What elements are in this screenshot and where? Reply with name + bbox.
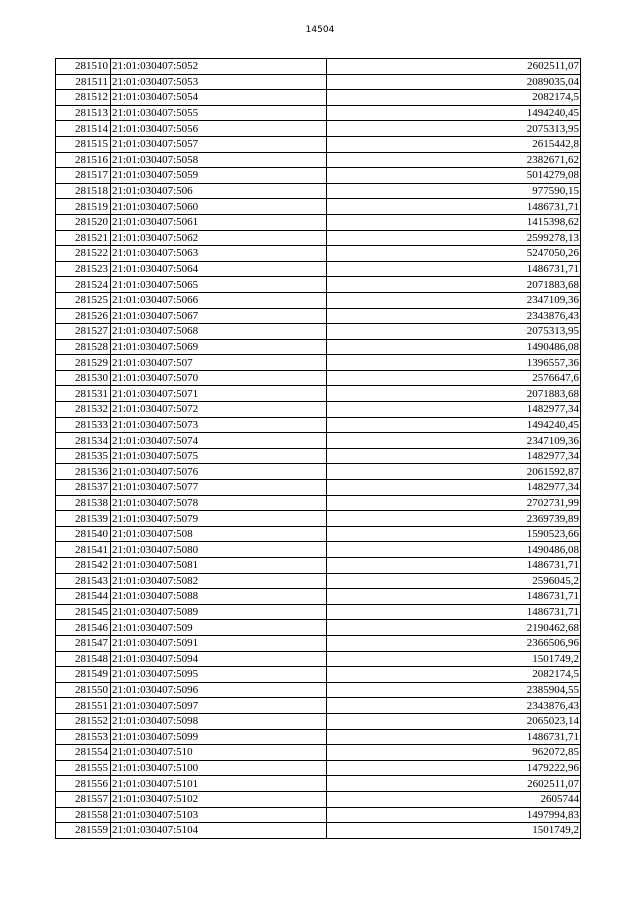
row-number-cell: 281542 [56, 558, 111, 574]
cadastral-value-cell: 1494240,45 [327, 105, 581, 121]
cadastral-number-cell: 21:01:030407:5067 [111, 308, 327, 324]
cadastral-number-cell: 21:01:030407:5081 [111, 558, 327, 574]
row-number-cell: 281555 [56, 760, 111, 776]
cadastral-number-cell: 21:01:030407:5054 [111, 90, 327, 106]
row-number-cell: 281524 [56, 277, 111, 293]
row-number-cell: 281531 [56, 386, 111, 402]
table-row [56, 386, 581, 402]
cadastral-number-cell: 21:01:030407:5099 [111, 729, 327, 745]
table-row [56, 542, 581, 558]
row-number-cell: 281539 [56, 511, 111, 527]
table-row [56, 651, 581, 667]
cadastral-value-cell: 1482977,34 [327, 402, 581, 418]
table-row [56, 480, 581, 496]
cadastral-value-cell: 2385904,55 [327, 682, 581, 698]
row-number-cell: 281544 [56, 589, 111, 605]
cadastral-value-cell: 1497994,83 [327, 807, 581, 823]
cadastral-number-cell: 21:01:030407:5066 [111, 292, 327, 308]
cadastral-number-cell: 21:01:030407:5068 [111, 324, 327, 340]
table-row [56, 807, 581, 823]
row-number-cell: 281522 [56, 246, 111, 262]
table-row [56, 324, 581, 340]
cadastral-number-cell: 21:01:030407:508 [111, 526, 327, 542]
row-number-cell: 281538 [56, 495, 111, 511]
cadastral-number-cell: 21:01:030407:5061 [111, 214, 327, 230]
row-number-cell: 281546 [56, 620, 111, 636]
cadastral-number-cell: 21:01:030407:5056 [111, 121, 327, 137]
cadastral-value-cell: 2615442,8 [327, 136, 581, 152]
table-row [56, 59, 581, 75]
table-row [56, 526, 581, 542]
table-row [56, 558, 581, 574]
table-row [56, 620, 581, 636]
cadastral-value-cell: 2065023,14 [327, 713, 581, 729]
table-row [56, 823, 581, 839]
row-number-cell: 281528 [56, 339, 111, 355]
row-number-cell: 281519 [56, 199, 111, 215]
cadastral-value-cell: 1490486,08 [327, 339, 581, 355]
cadastral-value-cell: 2605744 [327, 791, 581, 807]
row-number-cell: 281515 [56, 136, 111, 152]
cadastral-value-cell: 2075313,95 [327, 324, 581, 340]
cadastral-value-cell: 2599278,13 [327, 230, 581, 246]
cadastral-value-cell: 2061592,87 [327, 464, 581, 480]
cadastral-value-cell: 2366506,96 [327, 635, 581, 651]
row-number-cell: 281547 [56, 635, 111, 651]
cadastral-number-cell: 21:01:030407:5055 [111, 105, 327, 121]
table-row [56, 136, 581, 152]
table-row [56, 261, 581, 277]
cadastral-number-cell: 21:01:030407:5073 [111, 417, 327, 433]
table-row [56, 776, 581, 792]
table-row [56, 355, 581, 371]
row-number-cell: 281517 [56, 168, 111, 184]
row-number-cell: 281553 [56, 729, 111, 745]
cadastral-value-cell: 2343876,43 [327, 698, 581, 714]
table-row [56, 729, 581, 745]
cadastral-value-cell: 1494240,45 [327, 417, 581, 433]
table-row [56, 433, 581, 449]
cadastral-value-cell: 2596045,2 [327, 573, 581, 589]
table-row [56, 214, 581, 230]
cadastral-value-cell: 2089035,04 [327, 74, 581, 90]
cadastral-value-cell: 2071883,68 [327, 277, 581, 293]
cadastral-value-cell: 5247050,26 [327, 246, 581, 262]
table-row [56, 745, 581, 761]
row-number-cell: 281523 [56, 261, 111, 277]
cadastral-number-cell: 21:01:030407:509 [111, 620, 327, 636]
cadastral-value-table [55, 58, 581, 839]
table-row [56, 370, 581, 386]
row-number-cell: 281511 [56, 74, 111, 90]
cadastral-number-cell: 21:01:030407:5100 [111, 760, 327, 776]
row-number-cell: 281518 [56, 183, 111, 199]
cadastral-number-cell: 21:01:030407:5062 [111, 230, 327, 246]
table-row [56, 791, 581, 807]
cadastral-number-cell: 21:01:030407:5095 [111, 667, 327, 683]
table-row [56, 495, 581, 511]
table-row [56, 230, 581, 246]
table-row [56, 74, 581, 90]
cadastral-number-cell: 21:01:030407:5094 [111, 651, 327, 667]
row-number-cell: 281537 [56, 480, 111, 496]
cadastral-number-cell: 21:01:030407:5080 [111, 542, 327, 558]
row-number-cell: 281559 [56, 823, 111, 839]
table-row [56, 760, 581, 776]
cadastral-value-cell: 1482977,34 [327, 448, 581, 464]
cadastral-value-cell: 2576647,6 [327, 370, 581, 386]
cadastral-value-cell: 1501749,2 [327, 823, 581, 839]
cadastral-number-cell: 21:01:030407:5096 [111, 682, 327, 698]
row-number-cell: 281540 [56, 526, 111, 542]
row-number-cell: 281527 [56, 324, 111, 340]
row-number-cell: 281525 [56, 292, 111, 308]
row-number-cell: 281513 [56, 105, 111, 121]
cadastral-number-cell: 21:01:030407:5074 [111, 433, 327, 449]
cadastral-value-cell: 1479222,96 [327, 760, 581, 776]
cadastral-number-cell: 21:01:030407:5060 [111, 199, 327, 215]
table-row [56, 168, 581, 184]
cadastral-number-cell: 21:01:030407:5089 [111, 604, 327, 620]
table-row [56, 246, 581, 262]
row-number-cell: 281526 [56, 308, 111, 324]
page-number: 14504 [305, 25, 335, 35]
table-row [56, 464, 581, 480]
cadastral-number-cell: 21:01:030407:5101 [111, 776, 327, 792]
cadastral-number-cell: 21:01:030407:5057 [111, 136, 327, 152]
row-number-cell: 281510 [56, 59, 111, 75]
row-number-cell: 281529 [56, 355, 111, 371]
cadastral-value-cell: 2369739,89 [327, 511, 581, 527]
cadastral-number-cell: 21:01:030407:5065 [111, 277, 327, 293]
cadastral-number-cell: 21:01:030407:5070 [111, 370, 327, 386]
table-row [56, 448, 581, 464]
row-number-cell: 281521 [56, 230, 111, 246]
table-row [56, 698, 581, 714]
row-number-cell: 281556 [56, 776, 111, 792]
cadastral-number-cell: 21:01:030407:5064 [111, 261, 327, 277]
cadastral-number-cell: 21:01:030407:5063 [111, 246, 327, 262]
cadastral-value-cell: 2602511,07 [327, 59, 581, 75]
cadastral-number-cell: 21:01:030407:5082 [111, 573, 327, 589]
cadastral-number-cell: 21:01:030407:5104 [111, 823, 327, 839]
cadastral-number-cell: 21:01:030407:5097 [111, 698, 327, 714]
cadastral-number-cell: 21:01:030407:5103 [111, 807, 327, 823]
cadastral-value-cell: 1486731,71 [327, 729, 581, 745]
table-row [56, 511, 581, 527]
cadastral-value-cell: 2071883,68 [327, 386, 581, 402]
row-number-cell: 281557 [56, 791, 111, 807]
cadastral-number-cell: 21:01:030407:5077 [111, 480, 327, 496]
cadastral-number-cell: 21:01:030407:5079 [111, 511, 327, 527]
cadastral-value-cell: 2347109,36 [327, 292, 581, 308]
row-number-cell: 281533 [56, 417, 111, 433]
table-row [56, 713, 581, 729]
table-row [56, 402, 581, 418]
row-number-cell: 281543 [56, 573, 111, 589]
table-body [56, 59, 581, 839]
row-number-cell: 281545 [56, 604, 111, 620]
table-row [56, 573, 581, 589]
table-row [56, 667, 581, 683]
cadastral-value-cell: 1501749,2 [327, 651, 581, 667]
table-row [56, 199, 581, 215]
row-number-cell: 281550 [56, 682, 111, 698]
cadastral-value-cell: 1486731,71 [327, 558, 581, 574]
row-number-cell: 281516 [56, 152, 111, 168]
table-row [56, 183, 581, 199]
row-number-cell: 281548 [56, 651, 111, 667]
cadastral-value-cell: 1482977,34 [327, 480, 581, 496]
row-number-cell: 281536 [56, 464, 111, 480]
cadastral-number-cell: 21:01:030407:510 [111, 745, 327, 761]
table-row [56, 277, 581, 293]
cadastral-value-cell: 5014279,08 [327, 168, 581, 184]
cadastral-value-cell: 1486731,71 [327, 589, 581, 605]
row-number-cell: 281551 [56, 698, 111, 714]
cadastral-number-cell: 21:01:030407:5059 [111, 168, 327, 184]
cadastral-value-cell: 2082174,5 [327, 90, 581, 106]
row-number-cell: 281558 [56, 807, 111, 823]
cadastral-value-cell: 2382671,62 [327, 152, 581, 168]
cadastral-number-cell: 21:01:030407:507 [111, 355, 327, 371]
table-row [56, 682, 581, 698]
row-number-cell: 281549 [56, 667, 111, 683]
table-row [56, 121, 581, 137]
row-number-cell: 281541 [56, 542, 111, 558]
cadastral-number-cell: 21:01:030407:5091 [111, 635, 327, 651]
row-number-cell: 281530 [56, 370, 111, 386]
row-number-cell: 281552 [56, 713, 111, 729]
row-number-cell: 281520 [56, 214, 111, 230]
row-number-cell: 281534 [56, 433, 111, 449]
table-row [56, 339, 581, 355]
cadastral-number-cell: 21:01:030407:5102 [111, 791, 327, 807]
cadastral-value-cell: 1486731,71 [327, 261, 581, 277]
table-row [56, 589, 581, 605]
cadastral-value-cell: 1590523,66 [327, 526, 581, 542]
cadastral-number-cell: 21:01:030407:5071 [111, 386, 327, 402]
cadastral-value-cell: 1486731,71 [327, 604, 581, 620]
cadastral-number-cell: 21:01:030407:5072 [111, 402, 327, 418]
cadastral-number-cell: 21:01:030407:5053 [111, 74, 327, 90]
cadastral-value-cell: 2190462,68 [327, 620, 581, 636]
row-number-cell: 281535 [56, 448, 111, 464]
cadastral-number-cell: 21:01:030407:5078 [111, 495, 327, 511]
cadastral-value-cell: 2082174,5 [327, 667, 581, 683]
cadastral-value-cell: 2347109,36 [327, 433, 581, 449]
cadastral-number-cell: 21:01:030407:506 [111, 183, 327, 199]
cadastral-number-cell: 21:01:030407:5088 [111, 589, 327, 605]
cadastral-value-cell: 962072,85 [327, 745, 581, 761]
cadastral-value-cell: 2075313,95 [327, 121, 581, 137]
row-number-cell: 281554 [56, 745, 111, 761]
cadastral-value-cell: 2602511,07 [327, 776, 581, 792]
cadastral-value-cell: 1486731,71 [327, 199, 581, 215]
cadastral-number-cell: 21:01:030407:5058 [111, 152, 327, 168]
cadastral-number-cell: 21:01:030407:5069 [111, 339, 327, 355]
row-number-cell: 281514 [56, 121, 111, 137]
table-row [56, 308, 581, 324]
table-row [56, 105, 581, 121]
cadastral-number-cell: 21:01:030407:5075 [111, 448, 327, 464]
cadastral-number-cell: 21:01:030407:5098 [111, 713, 327, 729]
table-row [56, 604, 581, 620]
cadastral-value-cell: 1396557,36 [327, 355, 581, 371]
cadastral-value-cell: 2343876,43 [327, 308, 581, 324]
table-row [56, 90, 581, 106]
cadastral-number-cell: 21:01:030407:5052 [111, 59, 327, 75]
cadastral-value-cell: 977590,15 [327, 183, 581, 199]
table-row [56, 292, 581, 308]
table-row [56, 417, 581, 433]
cadastral-value-cell: 2702731,99 [327, 495, 581, 511]
cadastral-value-cell: 1490486,08 [327, 542, 581, 558]
cadastral-number-cell: 21:01:030407:5076 [111, 464, 327, 480]
row-number-cell: 281512 [56, 90, 111, 106]
row-number-cell: 281532 [56, 402, 111, 418]
table-row [56, 635, 581, 651]
cadastral-value-cell: 1415398,62 [327, 214, 581, 230]
table-row [56, 152, 581, 168]
